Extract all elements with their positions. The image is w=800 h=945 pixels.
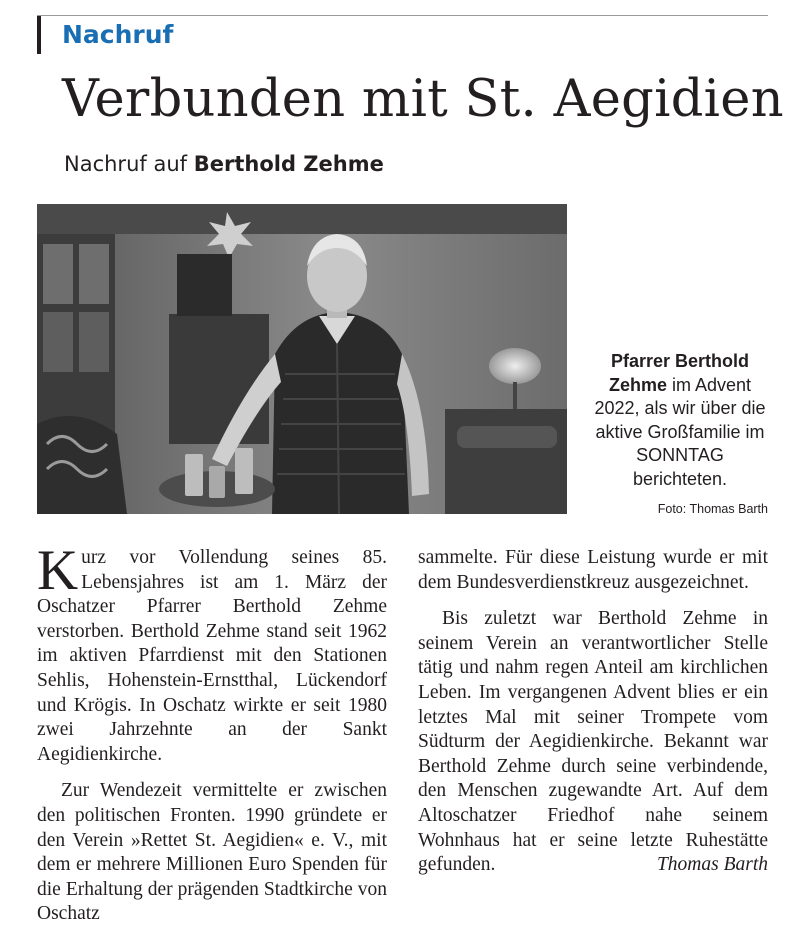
- paragraph-1: [37, 539, 387, 767]
- photo-credit: Foto: Thomas Barth: [657, 502, 768, 516]
- paragraph-2: Zur Wendezeit vermittelte er zwischen den politischen Fronten. 1990 gründete er den Verein »Rettet St. Aegidien« e. V., mit dem er mehrere Millionen Euro Spenden für die Erhaltung der prägenden Stadtkirche von Oschatz: [37, 780, 387, 925]
- subheadline: [64, 152, 384, 176]
- article-column-2: [418, 546, 768, 878]
- kicker: Nachruf: [62, 20, 174, 49]
- photo-illustration: [37, 204, 567, 514]
- headline: Verbunden mit St. Aegidien: [62, 70, 784, 129]
- portrait-photo: [37, 204, 567, 514]
- paragraph-3: [418, 607, 768, 878]
- caption-text: im Advent 2022, als wir über die aktive Großfamilie im SONNTAG berichteten.: [594, 374, 766, 489]
- author-signature: Thomas Barth: [656, 854, 768, 876]
- drop-cap: K: [37, 539, 79, 602]
- article-column-1: [37, 539, 387, 927]
- top-rule: [37, 15, 768, 16]
- kicker-bar: [37, 16, 41, 54]
- paragraph-1-text: urz vor Vollendung seines 85. Lebensjahres ist am 1. März der Oschatzer Pfarrer Berthold Zehme verstorben. Berthold Zehme stand seit 1962 im aktiven Pfarrdienst mit den Stationen Sehlis, Hohenstein-Ernstthal, Lückendorf und Krögis. In Oschatz wirkte er seit 1980 zwei Jahrzehnte an der Sankt Aegidienkirche.: [37, 547, 387, 765]
- caption-bold: Pfarrer Berthold Zehme: [608, 351, 750, 395]
- photo-caption: [590, 350, 770, 491]
- paragraph-3-text: Bis zuletzt war Berthold Zehme in seinem Verein an verantwortlicher Stelle tätig und nahm regen Anteil am kirchlichen Leben. Im vergangenen Advent blies er ein letztes Mal mit seiner Trompete vom Südturm der Aegidienkirche. Bekannt war Berthold Zehme durch seine verbindende, den Menschen zugewandte Art. Auf dem Altoschatzer Friedhof nahe seinem Wohnhaus hat er seine letzte Ruhestätte gefunden.: [418, 608, 768, 876]
- subhead-name: Berthold Zehme: [193, 152, 384, 176]
- subhead-prefix: Nachruf auf: [64, 152, 188, 176]
- paragraph-2-continued: sammelte. Für diese Leistung wurde er mit dem Bundesverdienstkreuz ausgezeichnet.: [418, 547, 768, 593]
